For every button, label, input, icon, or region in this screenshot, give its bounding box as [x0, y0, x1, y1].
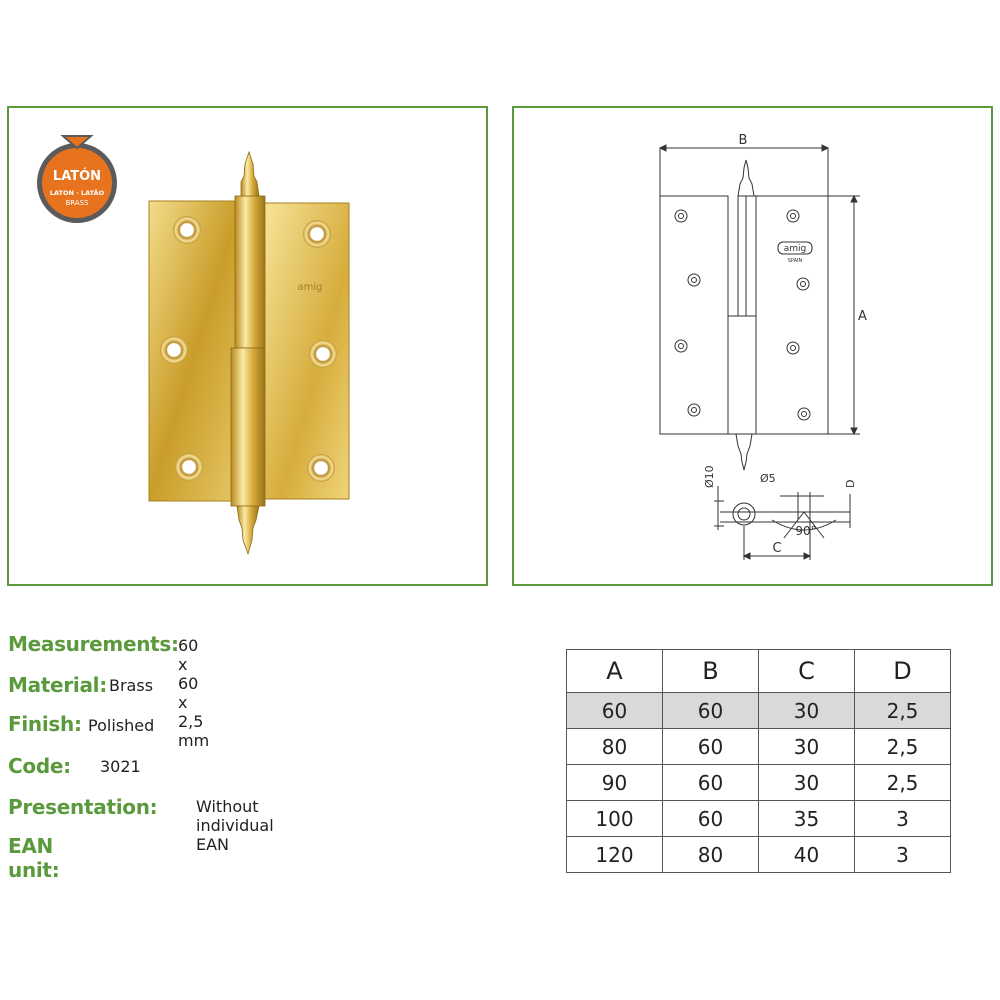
table-cell: 80 [663, 837, 759, 873]
table-cell: 2,5 [855, 693, 951, 729]
brass-badge [37, 136, 117, 223]
table-row [567, 693, 951, 729]
spec-measurements-label: Measurements: [8, 632, 179, 656]
table-cell: 3 [855, 801, 951, 837]
hinge-right-leaf [263, 203, 349, 499]
table-cell: 60 [663, 729, 759, 765]
spec-presentation-label: Presentation: [8, 795, 158, 819]
table-row [567, 729, 951, 765]
hinge-photo [9, 108, 486, 584]
table-row [567, 837, 951, 873]
dim-label-angle: 90° [795, 524, 817, 538]
hinge-left-leaf [149, 201, 241, 501]
table-cell: 60 [663, 765, 759, 801]
badge-title: LATÓN [52, 169, 102, 184]
table-header: B [663, 650, 759, 693]
spec-material-value: Brass [109, 676, 154, 695]
table-header: D [855, 650, 951, 693]
table-cell: 120 [567, 837, 663, 873]
table-cell: 60 [663, 801, 759, 837]
table-row [567, 801, 951, 837]
drawing-brand-sub: SPAIN [787, 258, 803, 264]
drawing-brand: amig [783, 244, 807, 254]
spec-finish-label: Finish: [8, 712, 82, 736]
table-header: A [567, 650, 663, 693]
hinge-brand-mark: amig [297, 282, 323, 293]
spec-measurements-value: 60 x 60 x 2,5 mm [178, 636, 210, 750]
table-cell: 3 [855, 837, 951, 873]
spec-material-label: Material: [8, 673, 107, 697]
table-cell: 2,5 [855, 729, 951, 765]
badge-subtitle: LATON · LATÃO [49, 189, 105, 197]
spec-code-label: Code: [8, 754, 71, 778]
table-cell: 60 [663, 693, 759, 729]
table-cell: 40 [759, 837, 855, 873]
spec-ean-label: EAN unit: [8, 834, 60, 882]
dim-label-dia10: Ø10 [703, 465, 716, 488]
dim-label-b: B [738, 133, 748, 148]
hinge-knuckle [231, 152, 265, 554]
dim-label-c: C [772, 541, 782, 556]
technical-drawing-panel [512, 106, 993, 586]
dim-label-a: A [858, 309, 867, 324]
table-cell: 90 [567, 765, 663, 801]
table-cell: 2,5 [855, 765, 951, 801]
dim-label-dia5: Ø5 [760, 472, 776, 485]
table-header: C [759, 650, 855, 693]
spec-code-value: 3021 [100, 757, 141, 776]
spec-finish-value: Polished [88, 716, 155, 735]
table-row [567, 765, 951, 801]
table-cell: 35 [759, 801, 855, 837]
technical-drawing [514, 108, 991, 584]
table-cell: 30 [759, 693, 855, 729]
badge-english: BRASS [65, 199, 89, 207]
table-cell: 100 [567, 801, 663, 837]
dimensions-table [566, 649, 951, 873]
spec-presentation-value: Without individual EAN [196, 797, 274, 854]
product-photo-panel [7, 106, 488, 586]
table-cell: 30 [759, 729, 855, 765]
table-cell: 30 [759, 765, 855, 801]
table-cell: 60 [567, 693, 663, 729]
dim-label-d: D [844, 479, 857, 488]
table-cell: 80 [567, 729, 663, 765]
table-header-row [567, 650, 951, 693]
